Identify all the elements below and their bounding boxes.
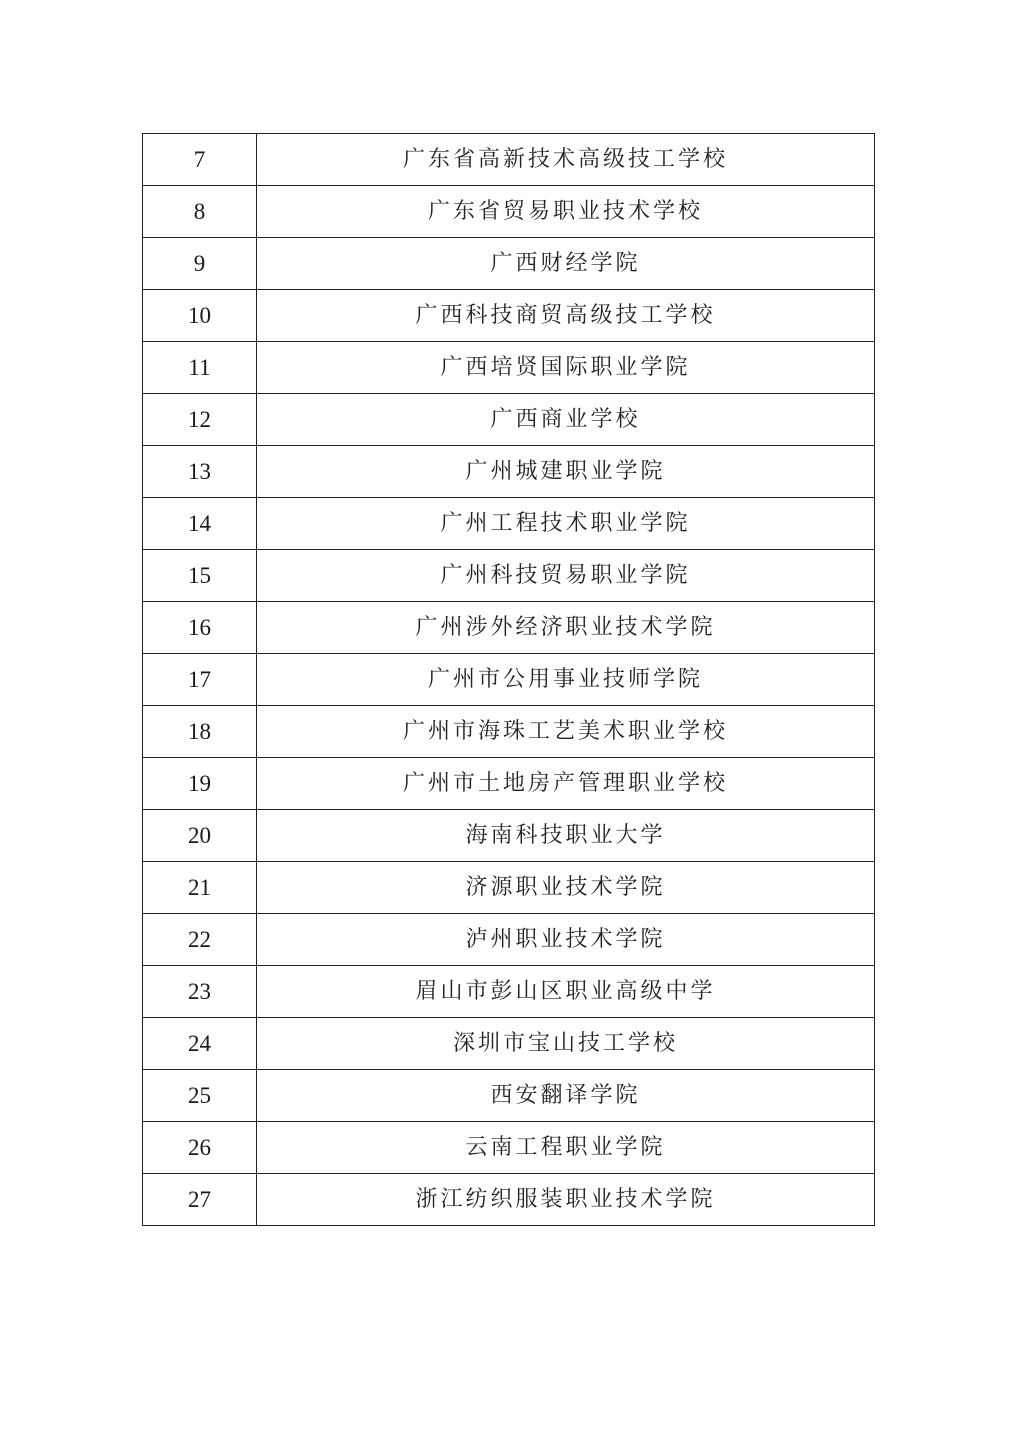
table-row: [143, 966, 875, 1018]
row-number: 10: [143, 290, 257, 342]
row-number: 26: [143, 1122, 257, 1174]
row-number: 24: [143, 1018, 257, 1070]
table-row: [143, 550, 875, 602]
table-row: [143, 1070, 875, 1122]
row-number: 15: [143, 550, 257, 602]
table-row: [143, 706, 875, 758]
institution-name: 广州工程技术职业学院: [257, 498, 875, 550]
table-row: [143, 810, 875, 862]
table-row: [143, 1174, 875, 1226]
institution-name: 广西培贤国际职业学院: [257, 342, 875, 394]
institution-name: 广东省高新技术高级技工学校: [257, 134, 875, 186]
row-number: 14: [143, 498, 257, 550]
row-number: 11: [143, 342, 257, 394]
table-row: [143, 446, 875, 498]
table-body: [143, 134, 875, 1226]
row-number: 17: [143, 654, 257, 706]
row-number: 22: [143, 914, 257, 966]
table-row: [143, 134, 875, 186]
table-row: [143, 914, 875, 966]
row-number: 9: [143, 238, 257, 290]
institution-name: 广西商业学校: [257, 394, 875, 446]
institution-name: 广西科技商贸高级技工学校: [257, 290, 875, 342]
row-number: 12: [143, 394, 257, 446]
institution-name: 西安翻译学院: [257, 1070, 875, 1122]
table-row: [143, 758, 875, 810]
institution-name: 广州城建职业学院: [257, 446, 875, 498]
institution-name: 广州科技贸易职业学院: [257, 550, 875, 602]
row-number: 8: [143, 186, 257, 238]
table-row: [143, 1122, 875, 1174]
table-row: [143, 602, 875, 654]
row-number: 13: [143, 446, 257, 498]
institution-name: 海南科技职业大学: [257, 810, 875, 862]
row-number: 27: [143, 1174, 257, 1226]
row-number: 18: [143, 706, 257, 758]
row-number: 7: [143, 134, 257, 186]
institution-name: 广西财经学院: [257, 238, 875, 290]
table-row: [143, 498, 875, 550]
institution-name: 深圳市宝山技工学校: [257, 1018, 875, 1070]
institution-name: 广州市公用事业技师学院: [257, 654, 875, 706]
institution-name: 广州涉外经济职业技术学院: [257, 602, 875, 654]
institution-name: 云南工程职业学院: [257, 1122, 875, 1174]
table-row: [143, 238, 875, 290]
institution-name: 泸州职业技术学院: [257, 914, 875, 966]
institution-table: [142, 133, 875, 1226]
table-row: [143, 654, 875, 706]
institution-name: 济源职业技术学院: [257, 862, 875, 914]
institution-name: 浙江纺织服装职业技术学院: [257, 1174, 875, 1226]
row-number: 25: [143, 1070, 257, 1122]
row-number: 21: [143, 862, 257, 914]
table-row: [143, 342, 875, 394]
table-row: [143, 1018, 875, 1070]
row-number: 23: [143, 966, 257, 1018]
row-number: 16: [143, 602, 257, 654]
table-row: [143, 862, 875, 914]
table-row: [143, 186, 875, 238]
institution-name: 广州市海珠工艺美术职业学校: [257, 706, 875, 758]
table-row: [143, 394, 875, 446]
table-row: [143, 290, 875, 342]
institution-name: 广州市土地房产管理职业学校: [257, 758, 875, 810]
row-number: 20: [143, 810, 257, 862]
institution-name: 眉山市彭山区职业高级中学: [257, 966, 875, 1018]
row-number: 19: [143, 758, 257, 810]
institution-name: 广东省贸易职业技术学校: [257, 186, 875, 238]
